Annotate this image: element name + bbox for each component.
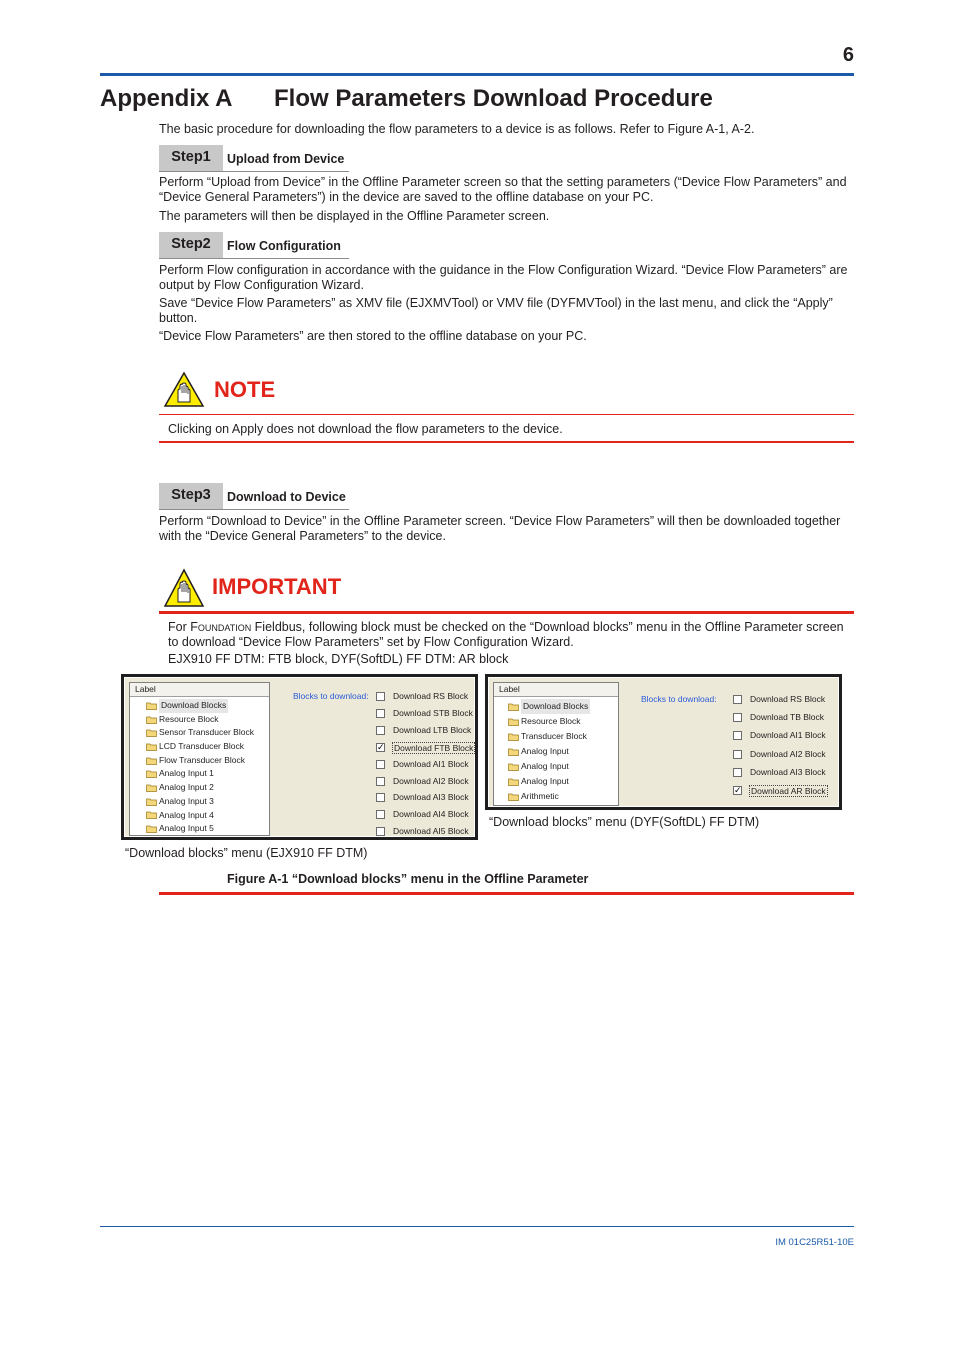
checkbox-label: Download STB Block	[393, 707, 473, 718]
step1-header	[159, 145, 349, 172]
appendix-number: Appendix A	[100, 85, 233, 112]
appendix-title: Flow Parameters Download Procedure	[274, 85, 713, 112]
checkbox-box[interactable]	[733, 695, 742, 704]
tree-item-label: Analog Input	[521, 761, 569, 771]
important-text-pre: For	[168, 620, 191, 634]
checkbox-box[interactable]	[733, 731, 742, 740]
figure-rule	[159, 892, 854, 895]
screenshot-ejx910	[121, 674, 478, 840]
checkbox-label: Download TB Block	[750, 712, 825, 723]
checkbox-label: Download AI3 Block	[750, 766, 826, 777]
step3-header	[159, 483, 349, 510]
note-top-rule	[159, 414, 854, 415]
dialog-body	[124, 677, 475, 837]
tree-item[interactable]	[130, 713, 269, 727]
folder-icon	[146, 757, 157, 765]
checkbox-label: Download LTB Block	[393, 724, 472, 735]
tree-item-label: Resource Block	[521, 716, 581, 726]
important-text	[168, 620, 852, 650]
tree-item[interactable]	[130, 699, 269, 713]
tree-item-label: Analog Input 4	[159, 809, 214, 820]
tree-item[interactable]	[494, 774, 618, 789]
tree-item-label: Analog Input	[521, 776, 569, 786]
checkbox-label: Download RS Block	[393, 691, 469, 701]
folder-icon	[508, 748, 519, 756]
important-top-rule	[159, 611, 854, 614]
tree-item[interactable]	[130, 822, 269, 836]
tree-item-label: Flow Transducer Block	[159, 754, 245, 765]
step2-header	[159, 232, 349, 259]
blocks-panel	[274, 682, 474, 836]
tree-item-label: Analog Input 2	[159, 782, 214, 793]
checkbox-label: Download AI1 Block	[750, 730, 826, 741]
intro-paragraph: The basic procedure for downloading the flow parameters to a device is as follows. Refer to Figure A-1, A-2.	[159, 122, 755, 136]
checkbox-box[interactable]	[376, 810, 385, 819]
folder-icon	[146, 729, 157, 737]
folder-icon	[508, 718, 519, 726]
important-text-post: Fieldbus, following block must be checked on the “Download blocks” menu in the Offline Parameter screen to download “Device Flow Parameters” set by Flow Configuration Wizard.	[168, 620, 844, 649]
step2-paragraph-2: Save “Device Flow Parameters” as XMV file (EJXMVTool) or VMV file (DYFMVTool) in the last menu, and click the “Apply” button.	[159, 296, 833, 325]
step1-title: Upload from Device	[227, 152, 345, 166]
page-title	[100, 85, 713, 113]
checkbox-label: Download AI2 Block	[750, 748, 826, 759]
blocks-to-download-label: Blocks to download:	[293, 691, 369, 701]
tree-item-label: Transducer Block	[521, 731, 587, 741]
folder-icon	[508, 793, 519, 801]
folder-icon	[146, 716, 157, 724]
note-bottom-rule	[159, 441, 854, 443]
checkbox-box[interactable]: ✓	[377, 741, 385, 752]
tree-item[interactable]	[494, 729, 618, 744]
foundation-brand: Foundation	[190, 620, 252, 634]
step2-paragraph-1: Perform Flow configuration in accordance with the guidance in the Flow Configuration Wizard. “Device Flow Parameters” are output by Flow Configuration Wizard.	[159, 263, 848, 292]
footer-rule	[100, 1226, 854, 1227]
checkbox-label: Download RS Block	[750, 694, 826, 704]
tree-item-label: Analog Input 1	[159, 768, 214, 779]
folder-icon	[146, 784, 157, 792]
tree-item[interactable]	[494, 714, 618, 729]
folder-icon	[146, 825, 157, 833]
important-hand-icon	[163, 568, 205, 608]
checkbox-label: Download AR Block	[751, 786, 826, 796]
tree-list	[130, 697, 269, 836]
tree-item[interactable]	[130, 740, 269, 754]
tree-item[interactable]	[130, 781, 269, 795]
checkbox-label: Download AI5 Block	[393, 826, 469, 837]
step3-paragraph-1: Perform “Download to Device” in the Offline Parameter screen. “Device Flow Parameters” will then be downloaded together with the “Device General Parameters” to the device.	[159, 514, 841, 543]
checkbox-box[interactable]	[376, 793, 385, 802]
page-number: 6	[842, 44, 854, 66]
tree-item-label: Analog Input 5	[159, 823, 214, 834]
checkbox-box[interactable]	[376, 709, 385, 718]
tree-item[interactable]	[494, 759, 618, 774]
folder-icon	[508, 763, 519, 771]
tree-item[interactable]	[130, 809, 269, 823]
folder-icon	[146, 811, 157, 819]
tree-item-label: Download Blocks	[521, 699, 590, 714]
dialog-body	[488, 677, 839, 807]
important-title: IMPORTANT	[212, 574, 342, 599]
checkbox-box[interactable]	[733, 713, 742, 722]
folder-icon	[146, 798, 157, 806]
tree-item[interactable]	[130, 795, 269, 809]
document-id: IM 01C25R51-10E	[775, 1237, 854, 1248]
checkbox-label: Download AI1 Block	[393, 758, 469, 769]
checkbox-box[interactable]	[733, 768, 742, 777]
folder-icon	[146, 770, 157, 778]
checkbox-box[interactable]	[376, 760, 385, 769]
header-rule	[100, 73, 854, 76]
checkbox-label: Download AI3 Block	[393, 792, 469, 803]
tree-item[interactable]	[130, 754, 269, 768]
tree-item[interactable]	[494, 789, 618, 804]
tree-panel	[129, 682, 270, 836]
step2-title: Flow Configuration	[227, 239, 341, 253]
tree-header: Label	[494, 683, 618, 697]
blocks-panel	[622, 682, 838, 806]
checkbox-box[interactable]	[376, 726, 385, 735]
tree-item[interactable]	[494, 699, 618, 714]
checkbox-label: Download AI4 Block	[393, 809, 469, 820]
tree-item-label: Arithmetic	[521, 791, 559, 801]
folder-icon	[508, 778, 519, 786]
checkbox-box[interactable]: ✓	[734, 785, 742, 795]
step1-paragraph-2: The parameters will then be displayed in the Offline Parameter screen.	[159, 209, 550, 223]
tree-item-label: Analog Input 3	[159, 795, 214, 806]
checkbox-label: Download AI2 Block	[393, 775, 469, 786]
important-models: EJX910 FF DTM: FTB block, DYF(SoftDL) FF DTM: AR block	[168, 652, 509, 666]
tree-item-label: Resource Block	[159, 713, 219, 724]
folder-icon	[146, 702, 157, 710]
tree-header: Label	[130, 683, 269, 697]
screenshot-dyf	[485, 674, 842, 810]
folder-icon	[146, 743, 157, 751]
step3-label: Step3	[159, 483, 223, 509]
tree-item[interactable]	[130, 726, 269, 740]
note-hand-icon	[163, 371, 205, 408]
tree-panel	[493, 682, 619, 806]
tree-item-label: Sensor Transducer Block	[159, 727, 254, 738]
tree-item-label: LCD Transducer Block	[159, 741, 245, 752]
checkbox-box[interactable]	[376, 827, 385, 836]
blocks-to-download-label: Blocks to download:	[641, 694, 717, 704]
step1-paragraph-1: Perform “Upload from Device” in the Offline Parameter screen so that the setting parameters (“Device Flow Parameters” and “Device General Parameters”) in the device are saved to the offline database on your PC.	[159, 175, 847, 204]
checkbox-box[interactable]	[733, 750, 742, 759]
checkbox-box[interactable]	[376, 692, 385, 701]
folder-icon	[508, 703, 519, 711]
folder-icon	[508, 733, 519, 741]
note-text: Clicking on Apply does not download the flow parameters to the device.	[168, 422, 563, 436]
checkbox-label: Download FTB Block	[394, 742, 474, 753]
tree-list	[494, 697, 618, 804]
caption-dyf: “Download blocks” menu (DYF(SoftDL) FF DTM)	[489, 815, 760, 829]
figure-caption: Figure A-1 “Download blocks” menu in the Offline Parameter	[227, 872, 589, 886]
step2-label: Step2	[159, 232, 223, 258]
step3-title: Download to Device	[227, 490, 346, 504]
checkbox-box[interactable]	[376, 777, 385, 786]
step2-paragraph-3: “Device Flow Parameters” are then stored to the offline database on your PC.	[159, 329, 587, 343]
tree-item-label: Analog Input	[521, 746, 569, 756]
step1-label: Step1	[159, 145, 223, 171]
caption-ejx910: “Download blocks” menu (EJX910 FF DTM)	[125, 846, 368, 860]
tree-item[interactable]	[130, 767, 269, 781]
note-title: NOTE	[214, 377, 276, 402]
tree-item[interactable]	[494, 744, 618, 759]
tree-item-label: Download Blocks	[159, 699, 228, 713]
